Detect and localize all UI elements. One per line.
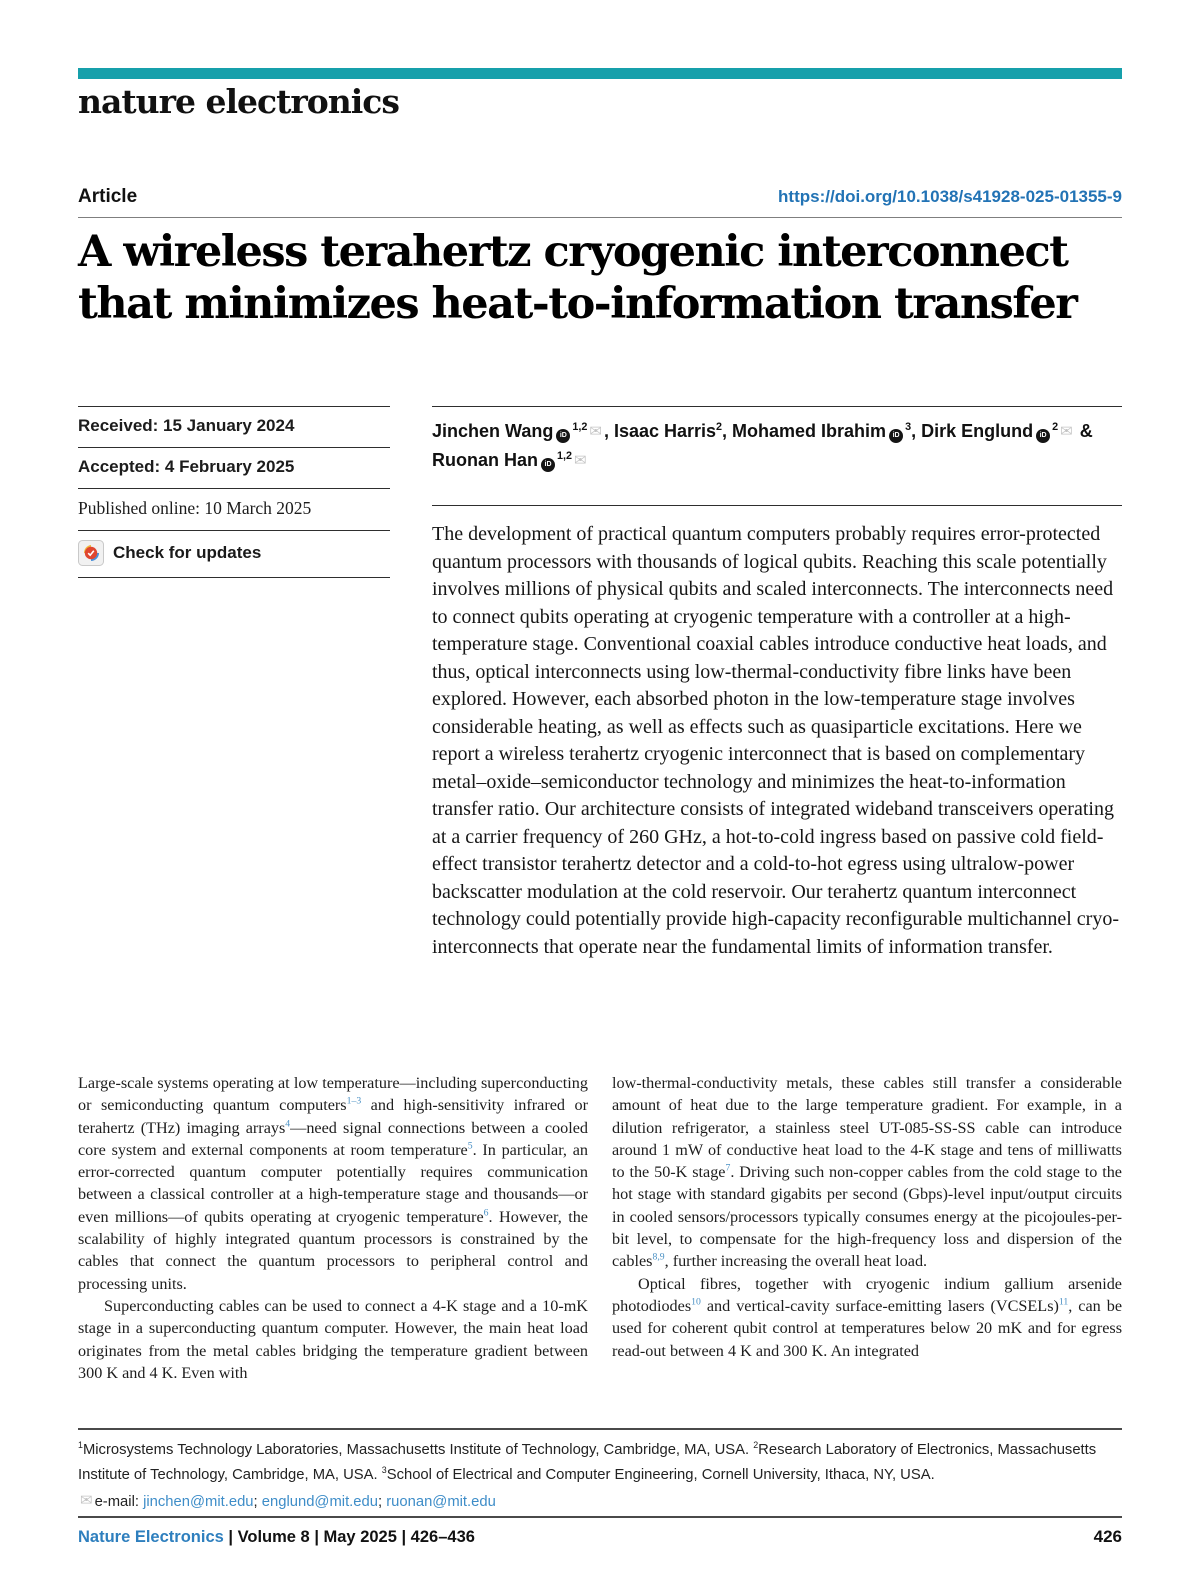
paragraph: Optical fibres, together with cryogenic indium gallium arsenide photodiodes$^{10}$ and vertical-cavity surface-emitting lasers (VCSELs)$^{11}$, can be used for coherent qubit control at temperatures below 20 mK and for egress read-out between 4 K and 300 K. An integrated xyxy=(612,1274,1122,1360)
citation-ref[interactable]: 10 xyxy=(691,1296,701,1308)
envelope-icon: ✉ xyxy=(589,422,602,440)
accepted-date: Accepted: 4 February 2025 xyxy=(78,447,390,488)
footer-volume-info: | Volume 8 | May 2025 | 426–436 xyxy=(223,1528,475,1546)
header-row xyxy=(78,186,1122,208)
email-link[interactable]: jinchen@mit.edu xyxy=(143,1494,254,1510)
check-for-updates-button[interactable] xyxy=(78,530,390,578)
paragraph: Superconducting cables can be used to connect a 4-K stage and a 10-mK stage in a superconducting quantum computer. However, the main heat load originates from the metal cables bridging the temperature gradient between 300 K and 4 K. Even with xyxy=(78,1296,588,1382)
abstract-section xyxy=(432,505,1122,961)
citation-ref[interactable]: 7 xyxy=(725,1162,731,1174)
citation-ref[interactable]: 5 xyxy=(467,1140,473,1152)
orcid-icon: iD xyxy=(889,429,903,443)
doi-link[interactable]: https://doi.org/10.1038/s41928-025-01355-9 xyxy=(778,187,1122,206)
main-header-grid xyxy=(78,406,1122,961)
article-type-label: Article xyxy=(78,186,138,207)
orcid-icon: iD xyxy=(1036,429,1050,443)
citation-ref[interactable]: 4 xyxy=(285,1118,291,1130)
author-abstract-column xyxy=(432,406,1122,961)
body-column-right xyxy=(612,1072,1122,1384)
citation-ref[interactable]: 11 xyxy=(1058,1296,1069,1308)
envelope-icon: ✉ xyxy=(80,1491,93,1509)
paragraph: low-thermal-conductivity metals, these cables still transfer a considerable amount of heat due to the large temperature gradient. For example, in a dilution refrigerator, a stainless steel UT-085-SS-SS cable can introduce around 1 mW of conductive heat load to the 4-K stage and tens of milliwatts to the 50-K stage$^7$. Driving such non-copper cables from the cold stage to the hot stage with standard gigabits per second (Gbps)-level input/output circuits in cooled sensors/processors typically consumes energy at the picojoules-per-bit level, to compensate for the high-frequency loss and dispersion of the cables$^{8,9}$, further increasing the overall heat load. xyxy=(612,1074,1122,1271)
orcid-icon: iD xyxy=(556,429,570,443)
abstract-text: The development of practical quantum computers probably requires error-protected quantum processors with thousands of logical qubits. Reaching this scale potentially involves millions of physical qubits and scaled interconnects. The interconnects need to connect qubits operating at cryogenic temperature with a controller at a high-temperature stage. Conventional coaxial cables introduce conductive heat loads, and thus, optical interconnects using low-thermal-conductivity fibre links have been explored. However, each absorbed photon in the low-temperature stage involves considerable heating, as well as effects such as quasiparticle excitations. Here we report a wireless terahertz cryogenic interconnect that is based on complementary metal–oxide–semiconductor technology and minimizes the heat-to-information transfer ratio. Our architecture consists of integrated wideband transceivers operating at a carrier frequency of 260 GHz, a hot-to-cold ingress based on passive cold field-effect transistor terahertz detector and a cold-to-hot egress using ultralow-power backscatter modulation at the cold reservoir. Our terahertz quantum interconnect technology could potentially provide high-capacity reconfigurable multichannel cryo-interconnects that operate near the fundamental limits of information transfer. xyxy=(432,523,1119,958)
published-date: Published online: 10 March 2025 xyxy=(78,488,390,530)
citation-ref[interactable]: 8,9 xyxy=(652,1251,665,1263)
received-date: Received: 15 January 2024 xyxy=(78,406,390,447)
page-title xyxy=(78,226,1122,330)
title-line-1: A wireless terahertz cryogenic interconnect xyxy=(78,227,1068,277)
body-text xyxy=(78,1072,1122,1384)
email-link[interactable]: englund@mit.edu xyxy=(261,1494,378,1510)
citation-ref[interactable]: 6 xyxy=(483,1207,489,1219)
page-number: 426 xyxy=(1093,1527,1122,1546)
header-rule xyxy=(78,217,1122,218)
crossmark-icon xyxy=(78,540,104,566)
email-link[interactable]: ruonan@mit.edu xyxy=(386,1494,496,1510)
footer-journal-link[interactable]: Nature Electronics xyxy=(78,1528,224,1546)
article-history-box xyxy=(78,406,390,961)
title-line-2: that minimizes heat-to-information transfer xyxy=(78,279,1077,329)
footer-citation xyxy=(78,1528,475,1547)
check-for-updates-label: Check for updates xyxy=(113,543,262,562)
affiliations: $^1$Microsystems Technology Laboratories, Massachusetts Institute of Technology, Cambridge, MA, USA. $^2$Research Laboratory of Electronics, Massachusetts Institute of Technology, Cambridge, MA, USA. $^3$School of Electrical and Computer Engineering, Cornell University, Ithaca, NY, USA. xyxy=(78,1440,1097,1483)
paragraph: Large-scale systems operating at low temperature—including superconducting or semiconducting quantum computers$^{1-3}$ and high-sensitivity infrared or terahertz (THz) imaging arrays$^4$—need signal connections between a cooled core system and external components at room temperature$^5$. In particular, an error-corrected quantum computer potentially requires communication between a classical controller at a high-temperature stage and thousands—or even millions—of qubits operating at cryogenic temperature$^6$. However, the scalability of highly integrated quantum processors is constrained by the cables that connect the quantum processors to peripheral control and processing units. xyxy=(78,1074,589,1293)
footnote-section xyxy=(78,1428,1122,1515)
orcid-icon: iD xyxy=(541,458,555,472)
email-line: ✉ e-mail: jinchen@mit.edu; englund@mit.edu; ruonan@mit.edu xyxy=(80,1491,496,1510)
page-footer xyxy=(78,1516,1122,1547)
envelope-icon: ✉ xyxy=(1060,422,1073,440)
citation-ref[interactable]: 1–3 xyxy=(346,1095,362,1107)
author-list: Jinchen Wang iD$^{1,2}$ ✉ , Isaac Harris$^2$, Mohamed Ibrahim $iD^3$, Dirk Englund $iD^2$ ✉ & Ruonan Han iD$^{1,2}$ ✉ xyxy=(432,406,1122,505)
brand-color-band xyxy=(78,68,1122,79)
body-column-left xyxy=(78,1072,588,1384)
journal-logo: nature electronics xyxy=(78,82,399,121)
envelope-icon: ✉ xyxy=(574,451,587,469)
